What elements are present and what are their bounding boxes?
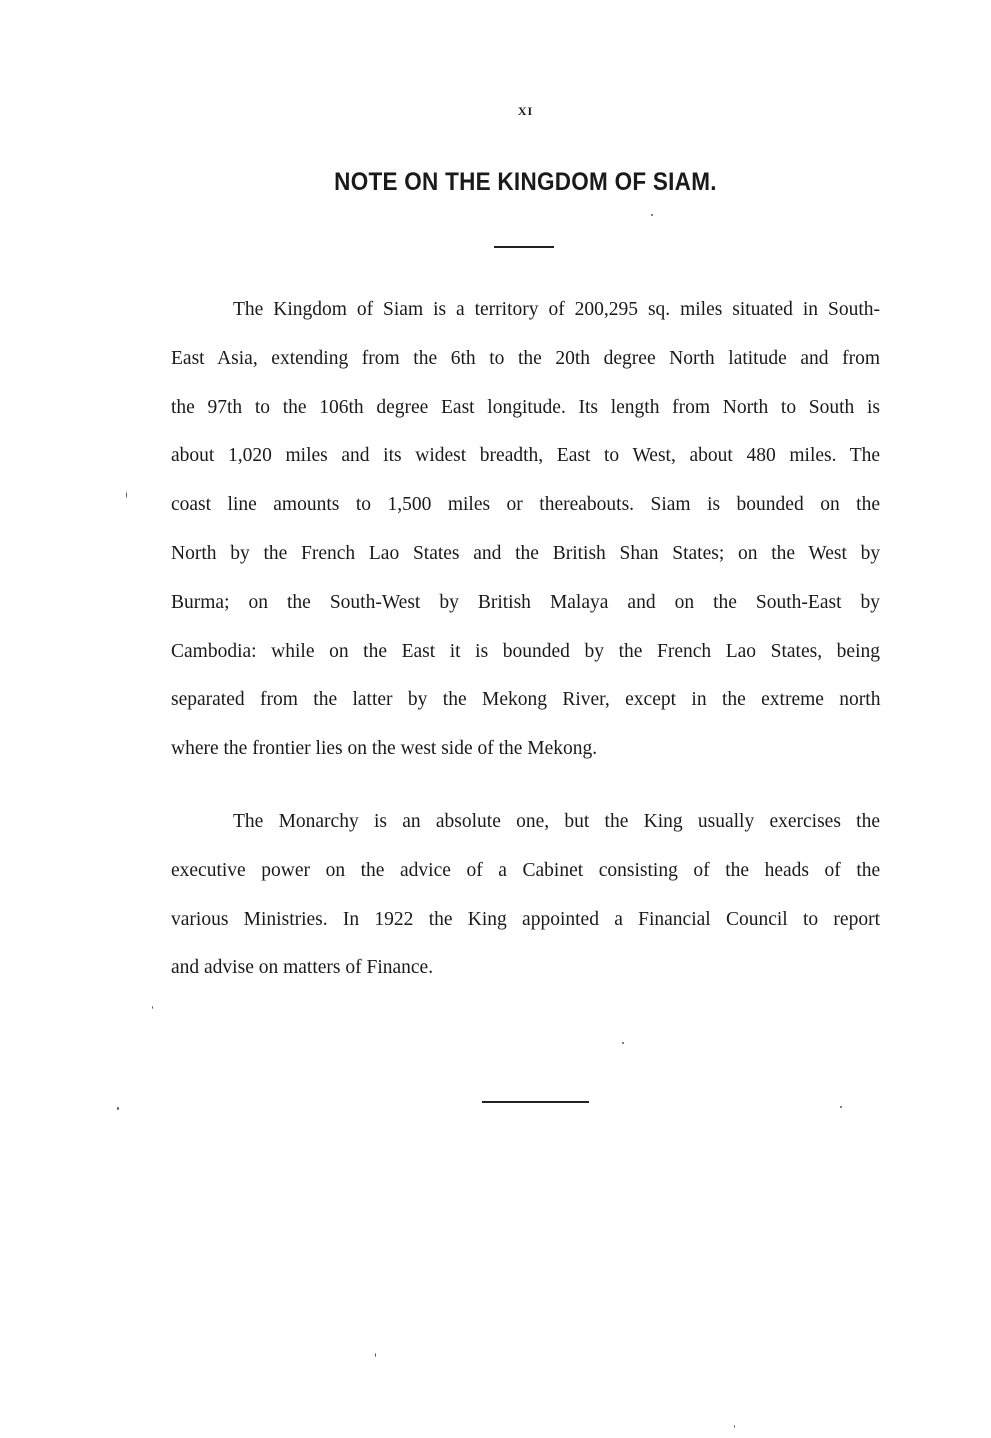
text-line: executive power on the advice of a Cabinet consisting of the heads of the xyxy=(171,859,881,881)
scan-speck xyxy=(840,1106,842,1108)
text-line: and advise on matters of Finance. xyxy=(171,957,434,979)
paragraph-government xyxy=(171,798,880,993)
text-line: North by the French Lao States and the British Shan States; on the West by xyxy=(171,542,881,564)
paragraph-geography xyxy=(171,286,880,774)
text-line: The Monarchy is an absolute one, but the King usually exercises the xyxy=(233,811,880,832)
text-line: Burma; on the South-West by British Malaya and on the South-East by xyxy=(171,591,880,613)
text-line: various Ministries. In 1922 the King appointed a Financial Council to report xyxy=(171,908,880,930)
text-line: the 97th to the 106th degree East longitude. Its length from North to South is xyxy=(171,396,880,418)
scan-speck xyxy=(117,1107,119,1110)
page-title: NOTE ON THE KINGDOM OF SIAM. xyxy=(334,168,717,196)
text-line: where the frontier lies on the west side of the Mekong. xyxy=(171,738,598,760)
text-line: about 1,020 miles and its widest breadth, East to West, about 480 miles. The xyxy=(171,445,881,467)
title-divider xyxy=(494,246,554,248)
scan-speck xyxy=(152,1006,153,1009)
scan-speck xyxy=(622,1042,624,1044)
scan-speck xyxy=(126,492,127,498)
text-line: East Asia, extending from the 6th to the 20th degree North latitude and from xyxy=(171,347,880,369)
scan-speck xyxy=(734,1425,735,1428)
text-line: The Kingdom of Siam is a territory of 200,295 sq. miles situated in South- xyxy=(233,299,880,320)
scan-speck xyxy=(375,1353,376,1357)
page-number: XI xyxy=(517,104,534,118)
text-line: separated from the latter by the Mekong River, except in the extreme north xyxy=(171,689,881,711)
text-line: coast line amounts to 1,500 miles or thereabouts. Siam is bounded on the xyxy=(171,494,880,516)
end-divider xyxy=(482,1101,589,1103)
text-line: Cambodia: while on the East it is bounded by the French Lao States, being xyxy=(171,640,880,662)
scan-speck xyxy=(651,214,653,216)
